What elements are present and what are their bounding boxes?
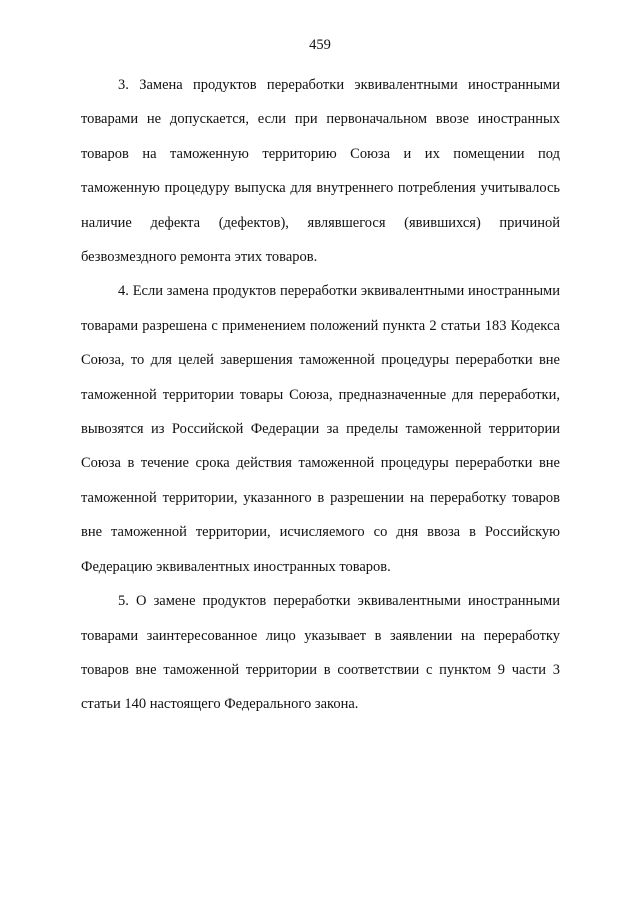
page-number: 459 [309, 37, 331, 53]
paragraph-5: 5. О замене продуктов переработки эквивалентными иностранными товарами заинтересованное лицо указывает в заявлении на переработку товаров вне таможенной территории в соответствии с пунктом 9 части 3 статьи 140 настоящего Федерального закона. [81, 593, 560, 713]
document-body [81, 68, 560, 722]
paragraph-3: 3. Замена продуктов переработки эквивалентными иностранными товарами не допускается, если при первоначальном ввозе иностранных товаров на таможенную территорию Союза и их помещении под таможенную процедуру выпуска для внутреннего потребления учитывалось наличие дефекта (дефектов), являвшегося (явившихся) причиной безвозмездного ремонта этих товаров. [81, 77, 560, 266]
paragraph-4: 4. Если замена продуктов переработки эквивалентными иностранными товарами разрешена с применением положений пункта 2 статьи 183 Кодекса Союза, то для целей завершения таможенной процедуры переработки вне таможенной территории товары Союза, предназначенные для переработки, вывозятся из Российской Федерации за пределы таможенной территории Союза в течение срока действия таможенной процедуры переработки вне таможенной территории, указанного в разрешении на переработку товаров вне таможенной территории, исчисляемого со дня ввоза в Российскую Федерацию эквивалентных иностранных товаров. [81, 283, 560, 575]
